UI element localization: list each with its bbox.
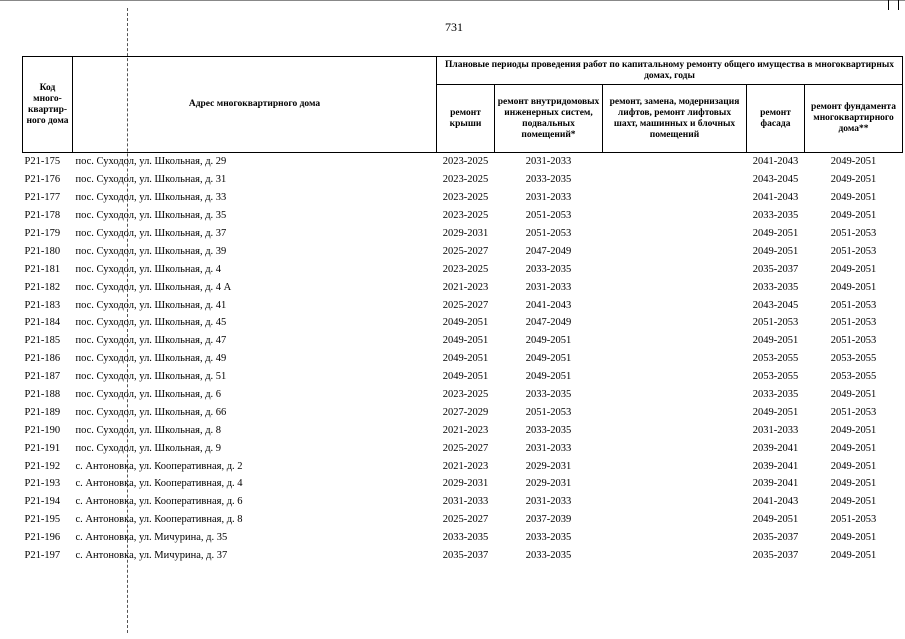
cell-roof: 2023-2025 — [442, 389, 489, 401]
cell-engineering: 2033-2035 — [525, 532, 572, 544]
cell-foundation: 2051-2053 — [830, 335, 877, 347]
cell-engineering: 2049-2051 — [525, 353, 572, 365]
cell-address: пос. Суходол, ул. Школьная, д. 41 — [75, 299, 227, 311]
cell-code: P21-190 — [24, 424, 61, 436]
cell-code: P21-176 — [24, 174, 61, 186]
cell-address: с. Антоновка, ул. Кооперативная, д. 2 — [75, 460, 243, 472]
cell-engineering: 2031-2033 — [525, 192, 572, 204]
cell-elevators — [603, 171, 747, 189]
cell-code: P21-188 — [24, 389, 61, 401]
table-row — [23, 314, 903, 332]
cell-facade: 2049-2051 — [752, 245, 799, 257]
cell-roof: 2025-2027 — [442, 442, 489, 454]
table-row — [23, 296, 903, 314]
cell-roof: 2023-2025 — [442, 210, 489, 222]
cell-elevators — [603, 493, 747, 511]
cell-address: пос. Суходол, ул. Школьная, д. 8 — [75, 424, 222, 436]
cell-elevators — [603, 547, 747, 565]
cell-foundation: 2051-2053 — [830, 317, 877, 329]
table-row — [23, 189, 903, 207]
cell-roof: 2023-2025 — [442, 263, 489, 275]
cell-code: P21-181 — [24, 263, 61, 275]
cell-code: P21-186 — [24, 353, 61, 365]
cell-address: пос. Суходол, ул. Школьная, д. 35 — [75, 210, 227, 222]
cell-elevators — [603, 296, 747, 314]
cell-address: с. Антоновка, ул. Кооперативная, д. 8 — [75, 514, 243, 526]
cell-elevators — [603, 260, 747, 278]
cell-code: P21-189 — [24, 406, 61, 418]
table-row — [23, 171, 903, 189]
cell-foundation: 2053-2055 — [830, 353, 877, 365]
cell-roof: 2023-2025 — [442, 192, 489, 204]
header-elevators: ремонт, замена, модернизация лифтов, ремонт лифтовых шахт, машинных и блочных помещений — [603, 85, 747, 153]
cell-code: P21-187 — [24, 371, 61, 383]
cell-foundation: 2049-2051 — [830, 156, 877, 168]
cell-engineering: 2049-2051 — [525, 371, 572, 383]
cell-engineering: 2051-2053 — [525, 228, 572, 239]
cell-facade: 2041-2043 — [752, 156, 799, 168]
cell-foundation: 2049-2051 — [830, 192, 877, 204]
cell-elevators — [603, 421, 747, 439]
cell-foundation: 2053-2055 — [830, 371, 877, 383]
cell-facade: 2043-2045 — [752, 299, 799, 311]
cell-code: P21-193 — [24, 478, 61, 490]
cell-elevators — [603, 332, 747, 350]
table-body — [23, 153, 903, 565]
cell-address: с. Антоновка, ул. Мичурина, д. 35 — [75, 532, 228, 544]
cell-engineering: 2031-2033 — [525, 496, 572, 508]
cell-code: P21-177 — [24, 192, 61, 204]
cell-roof: 2025-2027 — [442, 299, 489, 311]
header-address: Адрес многоквартирного дома — [73, 57, 437, 153]
cell-facade: 2053-2055 — [752, 353, 799, 365]
cell-elevators — [603, 207, 747, 225]
cell-facade: 2049-2051 — [752, 228, 799, 239]
cell-roof: 2029-2031 — [442, 478, 489, 490]
cell-foundation: 2049-2051 — [830, 460, 877, 472]
header-facade: ремонт фасада — [747, 85, 805, 153]
capital-repair-table — [22, 56, 903, 564]
cell-engineering: 2033-2035 — [525, 174, 572, 186]
cell-foundation: 2049-2051 — [830, 210, 877, 222]
cell-roof: 2033-2035 — [442, 532, 489, 544]
cell-facade: 2041-2043 — [752, 192, 799, 204]
cell-address: с. Антоновка, ул. Кооперативная, д. 4 — [75, 478, 243, 490]
cell-elevators — [603, 511, 747, 529]
cell-foundation: 2049-2051 — [830, 442, 877, 454]
cell-roof: 2021-2023 — [442, 424, 489, 436]
table-row — [23, 475, 903, 493]
cell-elevators — [603, 439, 747, 457]
table-row — [23, 278, 903, 296]
cell-elevators — [603, 457, 747, 475]
cell-code: P21-192 — [24, 460, 61, 472]
cell-code: P21-195 — [24, 514, 61, 526]
cell-code: P21-175 — [24, 156, 61, 168]
cell-elevators — [603, 153, 747, 171]
cell-engineering: 2033-2035 — [525, 424, 572, 436]
cell-engineering: 2033-2035 — [525, 263, 572, 275]
table-row — [23, 386, 903, 404]
table-row — [23, 153, 903, 171]
table-row — [23, 457, 903, 475]
cell-roof: 2049-2051 — [442, 317, 489, 329]
cell-facade: 2051-2053 — [752, 317, 799, 329]
cell-address: с. Антоновка, ул. Кооперативная, д. 6 — [75, 496, 243, 508]
cell-address: пос. Суходол, ул. Школьная, д. 9 — [75, 442, 222, 454]
cell-facade: 2039-2041 — [752, 478, 799, 490]
table-row — [23, 260, 903, 278]
table-row — [23, 547, 903, 565]
cell-roof: 2049-2051 — [442, 371, 489, 383]
cell-code: P21-179 — [24, 228, 61, 239]
cell-code: P21-185 — [24, 335, 61, 347]
table-row — [23, 511, 903, 529]
cell-elevators — [603, 314, 747, 332]
cell-engineering: 2029-2031 — [525, 460, 572, 472]
header-engineering: ремонт внутридомовых инженерных систем, подвальных помещений* — [495, 85, 603, 153]
cell-code: P21-182 — [24, 281, 61, 293]
cell-address: пос. Суходол, ул. Школьная, д. 29 — [75, 156, 227, 168]
table-row — [23, 332, 903, 350]
header-foundation: ремонт фундамента многоквартирного дома** — [805, 85, 903, 153]
cell-foundation: 2051-2053 — [830, 299, 877, 311]
cell-roof: 2029-2031 — [442, 228, 489, 239]
cell-address: пос. Суходол, ул. Школьная, д. 6 — [75, 389, 222, 401]
cell-engineering: 2031-2033 — [525, 442, 572, 454]
table-row — [23, 403, 903, 421]
cell-elevators — [603, 475, 747, 493]
cell-facade: 2033-2035 — [752, 210, 799, 222]
cell-address: пос. Суходол, ул. Школьная, д. 33 — [75, 192, 227, 204]
cell-facade: 2041-2043 — [752, 496, 799, 508]
cell-code: P21-197 — [24, 550, 61, 562]
cell-facade: 2049-2051 — [752, 335, 799, 347]
cell-engineering: 2031-2033 — [525, 281, 572, 293]
cell-foundation: 2051-2053 — [830, 228, 877, 239]
cell-facade: 2039-2041 — [752, 442, 799, 454]
cell-code: P21-183 — [24, 299, 61, 311]
cell-facade: 2039-2041 — [752, 460, 799, 472]
cell-engineering: 2033-2035 — [525, 550, 572, 562]
cell-address: пос. Суходол, ул. Школьная, д. 49 — [75, 353, 227, 365]
header-planned-periods: Плановые периоды проведения работ по капитальному ремонту общего имущества в многоквартирных домах, годы — [437, 57, 903, 85]
cell-address: пос. Суходол, ул. Школьная, д. 4 А — [75, 281, 232, 293]
cell-roof: 2025-2027 — [442, 514, 489, 526]
cell-code: P21-184 — [24, 317, 61, 329]
cell-address: пос. Суходол, ул. Школьная, д. 47 — [75, 335, 227, 347]
cell-address: пос. Суходол, ул. Школьная, д. 51 — [75, 371, 227, 383]
cell-code: P21-194 — [24, 496, 61, 508]
table-row — [23, 529, 903, 547]
cell-engineering: 2047-2049 — [525, 317, 572, 329]
scan-mark — [898, 0, 899, 10]
cell-foundation: 2049-2051 — [830, 424, 877, 436]
cell-address: пос. Суходол, ул. Школьная, д. 66 — [75, 406, 227, 418]
table-row — [23, 368, 903, 386]
cell-facade: 2035-2037 — [752, 550, 799, 562]
header-code: Код много-квартир-ного дома — [23, 57, 73, 153]
cell-engineering: 2051-2053 — [525, 406, 572, 418]
cell-facade: 2049-2051 — [752, 406, 799, 418]
cell-facade: 2035-2037 — [752, 532, 799, 544]
cell-elevators — [603, 278, 747, 296]
cell-engineering: 2031-2033 — [525, 156, 572, 168]
cell-foundation: 2049-2051 — [830, 174, 877, 186]
cell-code: P21-196 — [24, 532, 61, 544]
page-number: 731 — [445, 20, 463, 34]
cell-foundation: 2049-2051 — [830, 389, 877, 401]
cell-facade: 2043-2045 — [752, 174, 799, 186]
header-roof: ремонт крыши — [437, 85, 495, 153]
table-row — [23, 207, 903, 225]
scan-border-top — [0, 0, 905, 1]
cell-foundation: 2049-2051 — [830, 496, 877, 508]
cell-roof: 2023-2025 — [442, 174, 489, 186]
cell-roof: 2049-2051 — [442, 353, 489, 365]
cell-foundation: 2049-2051 — [830, 550, 877, 562]
cell-roof: 2049-2051 — [442, 335, 489, 347]
cell-elevators — [603, 225, 747, 243]
cell-engineering: 2041-2043 — [525, 299, 572, 311]
cell-roof: 2031-2033 — [442, 496, 489, 508]
cell-address: пос. Суходол, ул. Школьная, д. 45 — [75, 317, 227, 329]
cell-elevators — [603, 529, 747, 547]
cell-foundation: 2049-2051 — [830, 263, 877, 275]
cell-code: P21-178 — [24, 210, 61, 222]
cell-facade: 2035-2037 — [752, 263, 799, 275]
cell-engineering: 2037-2039 — [525, 514, 572, 526]
cell-roof: 2023-2025 — [442, 156, 489, 168]
cell-elevators — [603, 350, 747, 368]
cell-elevators — [603, 189, 747, 207]
scan-mark — [888, 0, 889, 10]
cell-address: с. Антоновка, ул. Мичурина, д. 37 — [75, 550, 228, 562]
cell-foundation: 2051-2053 — [830, 245, 877, 257]
table-row — [23, 350, 903, 368]
cell-elevators — [603, 403, 747, 421]
cell-foundation: 2051-2053 — [830, 514, 877, 526]
table-row — [23, 439, 903, 457]
cell-facade: 2053-2055 — [752, 371, 799, 383]
cell-engineering: 2047-2049 — [525, 245, 572, 257]
table-row — [23, 242, 903, 260]
cell-facade: 2033-2035 — [752, 389, 799, 401]
cell-engineering: 2029-2031 — [525, 478, 572, 490]
table-row — [23, 493, 903, 511]
cell-address: пос. Суходол, ул. Школьная, д. 39 — [75, 245, 227, 257]
cell-address: пос. Суходол, ул. Школьная, д. 4 — [75, 263, 222, 275]
cell-roof: 2035-2037 — [442, 550, 489, 562]
cell-facade: 2033-2035 — [752, 281, 799, 293]
cell-code: P21-191 — [24, 442, 61, 454]
cell-foundation: 2049-2051 — [830, 532, 877, 544]
cell-foundation: 2051-2053 — [830, 406, 877, 418]
table-row — [23, 421, 903, 439]
cell-elevators — [603, 242, 747, 260]
cell-address: пос. Суходол, ул. Школьная, д. 37 — [75, 228, 227, 239]
cell-roof: 2027-2029 — [442, 406, 489, 418]
cell-roof: 2021-2023 — [442, 281, 489, 293]
cell-foundation: 2049-2051 — [830, 478, 877, 490]
table-row — [23, 225, 903, 243]
cell-address: пос. Суходол, ул. Школьная, д. 31 — [75, 174, 227, 186]
cell-code: P21-180 — [24, 245, 61, 257]
cell-elevators — [603, 368, 747, 386]
cell-roof: 2025-2027 — [442, 245, 489, 257]
cell-engineering: 2051-2053 — [525, 210, 572, 222]
cell-elevators — [603, 386, 747, 404]
cell-engineering: 2049-2051 — [525, 335, 572, 347]
cell-facade: 2049-2051 — [752, 514, 799, 526]
cell-engineering: 2033-2035 — [525, 389, 572, 401]
cell-roof: 2021-2023 — [442, 460, 489, 472]
cell-facade: 2031-2033 — [752, 424, 799, 436]
cell-foundation: 2049-2051 — [830, 281, 877, 293]
